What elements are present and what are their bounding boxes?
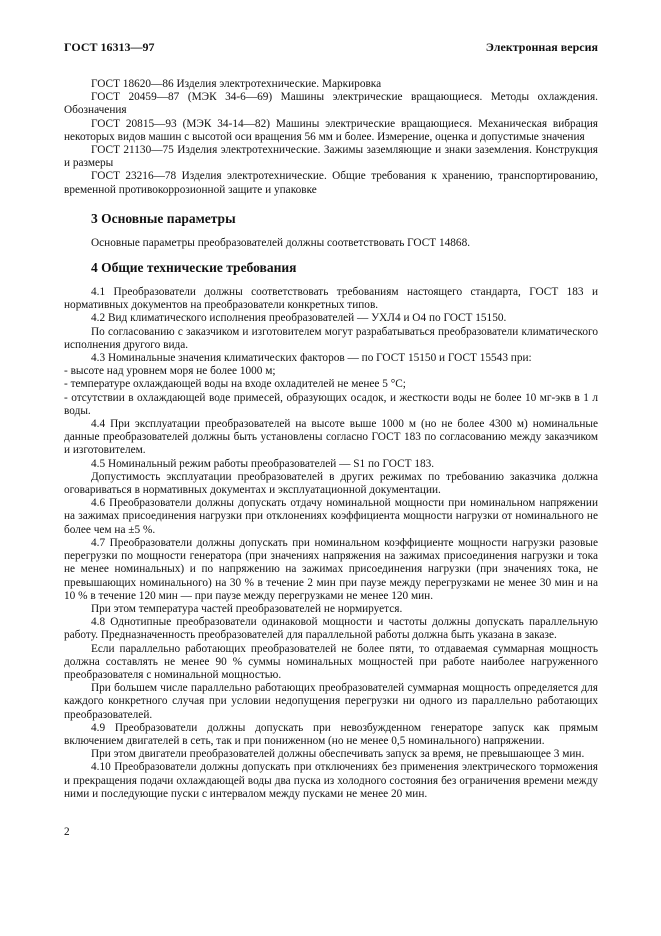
clause-paragraph: 4.5 Номинальный режим работы преобразователей — S1 по ГОСТ 183. [91,457,435,470]
section-3-heading: 3 Основные параметры [91,210,236,226]
clause-paragraph: При большем числе параллельно работающих преобразователей суммарная мощность определяется для каждого конкретного случая при условии недопущения перегрузки ни одного из параллельно работающих преобразователей. [64,682,598,721]
clause-paragraph: 4.6 Преобразователи должны допускать отдачу номинальной мощности при номинальном напряжении на зажимах присоединения нагрузки при отклонениях коэффициента мощности нагрузки от номинального не более чем на ±5 %. [64,497,598,536]
clause-paragraph: 4.7 Преобразователи должны допускать при номинальном коэффициенте мощности нагрузки разовые перегрузки по мощности генератора (при значениях напряжения на зажимах присоединения нагрузки и тока не менее номинальных) и по напряжению на зажимах присоединения нагрузки (при значениях тока, не превышающих номинального) на 30 % в течение 2 мин при паузе между перегрузками не менее 30 мин и на 10 % в течение 120 мин — при паузе между перегрузками не менее 120 мин. [64,536,598,602]
reference-item: ГОСТ 20459—87 (МЭК 34-6—69) Машины электрические вращающиеся. Методы охлаждения. Обозначения [64,91,598,117]
clause-paragraph: При этом двигатели преобразователей должны обеспечивать запуск за время, не превышающее 3 мин. [91,748,585,761]
section-4-heading: 4 Общие технические требования [91,260,297,276]
version-label: Электронная версия [485,40,598,54]
normative-references [64,78,598,197]
list-item: - высоте над уровнем моря не более 1000 м; [64,365,276,378]
document-page [64,40,598,801]
page-number: 2 [64,826,70,838]
clause-paragraph: 4.1 Преобразователи должны соответствовать требованиям настоящего стандарта, ГОСТ 183 и нормативных документов на преобразователи конкретных типов. [64,286,598,312]
clause-paragraph: 4.8 Однотипные преобразователи одинаковой мощности и частоты должны допускать параллельную работу. Предназначенность преобразователей для параллельной работы должна быть указана в заказе. [64,616,598,642]
section-3-text: Основные параметры преобразователей должны соответствовать ГОСТ 14868. [91,236,471,249]
clause-paragraph: 4.3 Номинальные значения климатических факторов — по ГОСТ 15150 и ГОСТ 15543 при: [91,352,532,365]
clause-paragraph: Допустимость эксплуатации преобразователей в других режимах по требованию заказчика должна оговариваться в нормативных документах и эксплуатационной документации. [64,470,598,497]
clause-paragraph: 4.2 Вид климатического исполнения преобразователей — УХЛ4 и О4 по ГОСТ 15150. [91,312,507,325]
clause-paragraph: 4.9 Преобразователи должны допускать при невозбужденном генераторе запуск как прямым включением двигателей в сеть, так и при пониженном (но не менее 0,5 номинального) напряжении. [64,721,598,747]
standard-designation: ГОСТ 16313—97 [64,40,155,54]
page-header [64,40,598,54]
clause-paragraph: При этом температура частей преобразователей не нормируется. [91,602,403,615]
list-item: - отсутствии в охлаждающей воде примесей, образующих осадок, и жесткости воды не более 10 мг-экв в 1 л воды. [64,391,598,417]
clause-paragraph: 4.10 Преобразователи должны допускать при отключениях без применения электрического торможения и прекращения подачи охлаждающей воды два пуска из холодного состояния без ограничения времени между ними и последующие пуски с интервалом между пусками не менее 20 мин. [64,761,598,800]
clause-paragraph: По согласованию с заказчиком и изготовителем могут разрабатываться преобразователи климатического исполнения другого вида. [64,325,598,351]
reference-item: ГОСТ 18620—86 Изделия электротехнические. Маркировка [91,78,382,90]
reference-item: ГОСТ 21130—75 Изделия электротехнические. Зажимы заземляющие и знаки заземления. Конструкция и размеры [64,144,598,170]
clause-paragraph: Если параллельно работающих преобразователей не более пяти, то отдаваемая суммарная мощность должна составлять не менее 90 % суммы номинальных мощностей при работе наиболее нагруженного преобразователя с номинальной мощностью. [64,642,598,681]
reference-item: ГОСТ 20815—93 (МЭК 34-14—82) Машины электрические вращающиеся. Механическая вибрация некоторых видов машин с высотой оси вращения 56 мм и более. Измерение, оценка и допустимые значения [64,117,598,143]
list-item: - температуре охлаждающей воды на входе охладителей не менее 5 °С; [64,378,406,391]
section-4-body [64,286,598,801]
reference-item: ГОСТ 23216—78 Изделия электротехнические. Общие требования к хранению, транспортированию, временной противокоррозионной защите и упаковке [64,170,598,196]
clause-paragraph: 4.4 При эксплуатации преобразователей на высоте выше 1000 м (но не более 4300 м) номинальные данные преобразователей должны быть установлены согласно ГОСТ 183 по согласованию между заказчиком и изготовителем. [64,418,598,457]
